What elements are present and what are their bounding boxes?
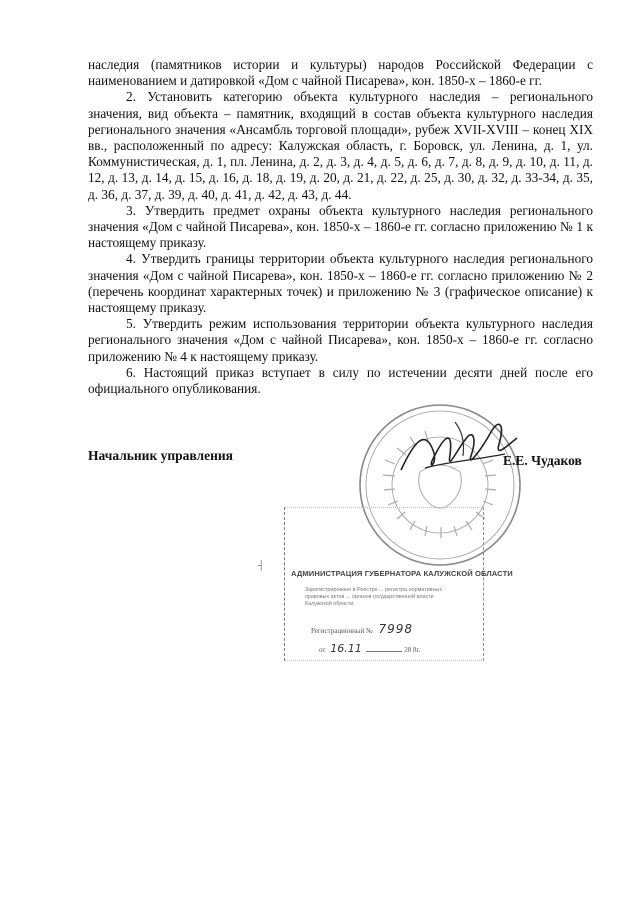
paragraph-1: наследия (памятников истории и культуры) народов Российской Федерации с наименованием и датировкой «Дом с чайной Писарева», кон. 1850-х – 1860-е гг. <box>88 57 593 89</box>
paragraph-5: 5. Утвердить режим использования территории объекта культурного наследия регионального значения «Дом с чайной Писарева», кон. 1850-х – 1860-е гг. согласно приложению № 4 к настоящему приказу. <box>88 316 593 364</box>
stamp-reg-number: 7998 <box>378 622 414 636</box>
paragraph-6: 6. Настоящий приказ вступает в силу по истечении десяти дней после его официального опубликования. <box>88 364 593 397</box>
paragraph-2: 2. Установить категорию объекта культурного наследия – регионального значения, вид объекта – памятник, входящий в состав объекта культурного наследия регионального значения «Ансамбль торговой площади», рубеж XVII-XVIII – конец XIX вв., расположенный по адресу: Калужская область, г. Боровск, ул. Ленина, д. 1, ул. Коммунистическая, д. 1, пл. Ленина, д. 2, д. 3, д. 4, д. 5, д. 6, д. 7, д. 8, д. 9, д. 10, д. 11, д. 12, д. 13, д. 14, д. 15, д. 16, д. 18, д. 19, д. 20, д. 21, д. 22, д. 25, д. 30, д. 32, д. 33-34, д. 35, д. 36, д. 37, д. 39, д. 40, д. 41, д. 42, д. 43, д. 44. <box>88 89 593 202</box>
stamp-date <box>319 642 420 655</box>
stamp-line: правовых актов ... органов государственной власти <box>305 594 434 600</box>
stamp-text <box>305 587 477 608</box>
stamp-title: АДМИНИСТРАЦИЯ ГУБЕРНАТОРА КАЛУЖСКОЙ ОБЛАСТИ <box>291 569 513 578</box>
signer-title: Начальник управления <box>88 448 233 463</box>
signer-name: Е.Е. Чудаков <box>503 453 582 468</box>
stamp-corner-mark: ┤ <box>258 560 265 570</box>
paragraph-4: 4. Утвердить границы территории объекта культурного наследия регионального значения «Дом с чайной Писарева», кон. 1850-х – 1860-е гг. согласно приложению № 2 (перечень координат характерных точек) и приложению № 3 (графическое описание) к настоящему приказу. <box>88 251 593 316</box>
stamp-reg-label: Регистрационный № <box>311 627 373 635</box>
registration-stamp <box>284 507 513 661</box>
stamp-date-value: 16.11 <box>330 642 362 655</box>
stamp-date-underline <box>366 651 402 652</box>
handwritten-signature <box>395 410 525 490</box>
stamp-line: Зарегистрировано в Реестре ... регистра нормативных <box>305 587 443 593</box>
stamp-date-suffix: 20 8г. <box>404 646 421 654</box>
stamp-registration <box>311 622 413 636</box>
paragraph-3: 3. Утвердить предмет охраны объекта культурного наследия регионального значения «Дом с чайной Писарева», кон. 1850-х – 1860-е гг. согласно приложению № 1 к настоящему приказу. <box>88 202 593 251</box>
stamp-date-label: от <box>319 646 326 654</box>
order-body <box>88 57 593 397</box>
stamp-line: Калужской области <box>305 601 354 607</box>
